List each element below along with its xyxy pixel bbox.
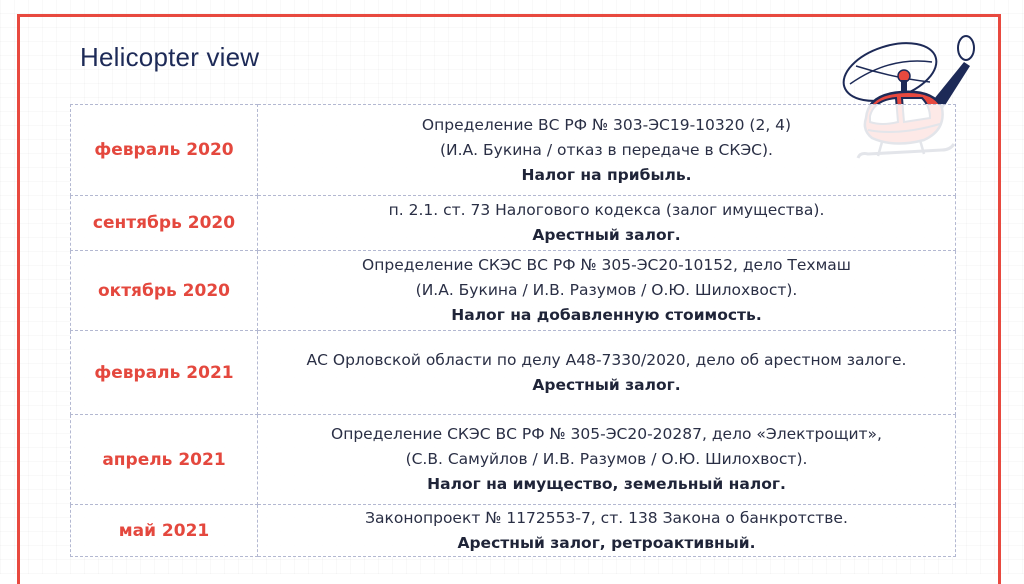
row-text-line: Определение СКЭС ВС РФ № 305-ЭС20-20287, дело «Электрощит»,	[331, 425, 882, 443]
row-description	[258, 505, 956, 557]
timeline-row	[71, 331, 956, 415]
row-date: май 2021	[71, 505, 258, 557]
row-text-line: (И.А. Букина / И.В. Разумов / О.Ю. Шилохвост).	[415, 281, 798, 299]
row-highlight: Налог на прибыль.	[521, 165, 692, 184]
slide-title: Helicopter view	[80, 42, 260, 72]
row-description	[258, 251, 956, 331]
timeline-row	[71, 415, 956, 505]
timeline-row	[71, 251, 956, 331]
row-description	[258, 415, 956, 505]
row-date: февраль 2020	[71, 105, 258, 196]
row-description	[258, 331, 956, 415]
row-highlight: Налог на имущество, земельный налог.	[427, 475, 786, 493]
row-date: октябрь 2020	[71, 251, 258, 331]
row-highlight: Арестный залог.	[532, 226, 681, 244]
row-highlight: Арестный залог, ретроактивный.	[457, 533, 756, 552]
row-text-line: Законопроект № 1172553-7, ст. 138 Закона о банкротстве.	[365, 508, 848, 527]
row-text-line: (С.В. Самуйлов / И.В. Разумов / О.Ю. Шилохвост).	[405, 450, 808, 468]
row-text-line: Определение СКЭС ВС РФ № 305-ЭС20-10152, дело Техмаш	[362, 256, 851, 274]
timeline-row	[71, 196, 956, 251]
row-description	[258, 196, 956, 251]
row-description	[258, 105, 956, 196]
row-date: апрель 2021	[71, 415, 258, 505]
timeline-row	[71, 105, 956, 196]
row-date: сентябрь 2020	[71, 196, 258, 251]
row-text-line: (И.А. Букина / отказ в передаче в СКЭС).	[440, 140, 773, 159]
row-highlight: Налог на добавленную стоимость.	[451, 306, 762, 324]
row-highlight: Арестный залог.	[532, 375, 681, 394]
row-text-line: АС Орловской области по делу А48-7330/2020, дело об арестном залоге.	[306, 350, 907, 369]
row-text-line: п. 2.1. ст. 73 Налогового кодекса (залог имущества).	[388, 201, 825, 219]
timeline-row	[71, 505, 956, 557]
timeline-table	[70, 104, 956, 557]
row-date: февраль 2021	[71, 331, 258, 415]
row-text-line: Определение ВС РФ № 303-ЭС19-10320 (2, 4)	[421, 115, 792, 134]
